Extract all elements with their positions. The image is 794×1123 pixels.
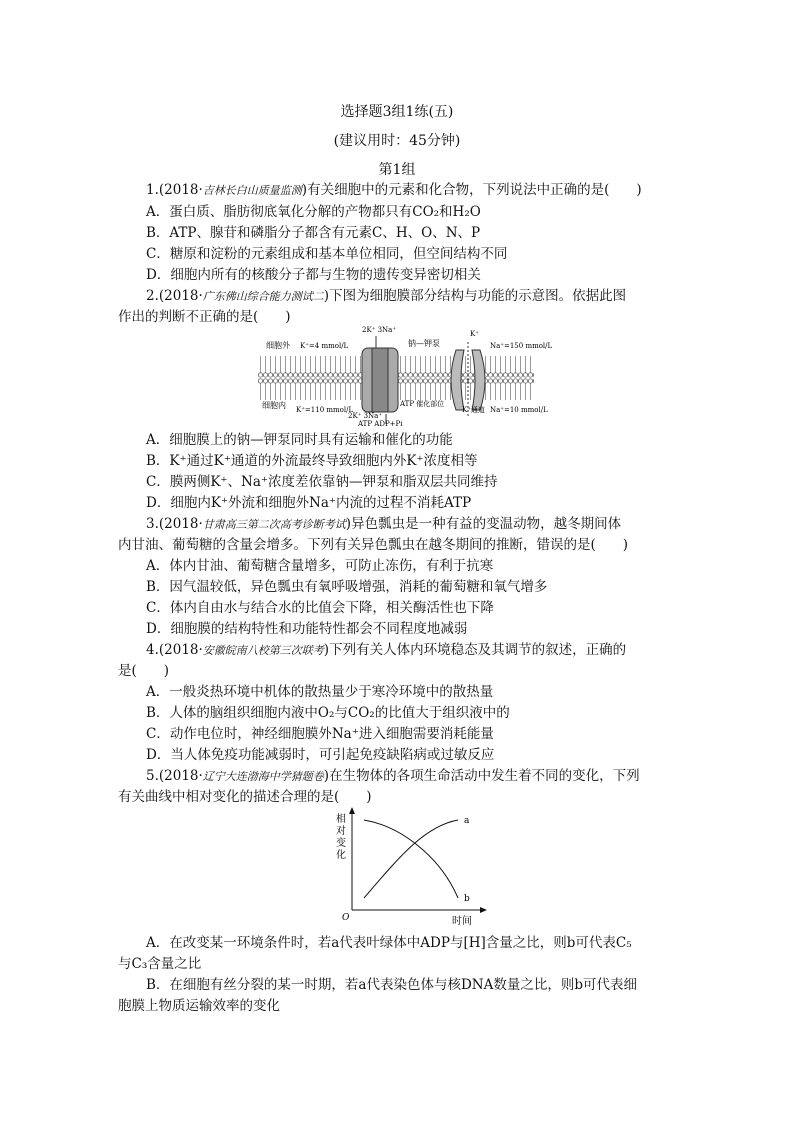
label-atp-site: ATP 催化部位 <box>400 400 445 408</box>
q3-option-d: D．细胞膜的结构特性和功能特性都会不同程度地减弱 <box>146 621 468 637</box>
q2-stem-text: )下图为细胞膜部分结构与功能的示意图。依据此图 <box>323 288 627 304</box>
q5-source: 辽宁大连渤海中学猜题卷 <box>202 770 324 783</box>
q1-option-c: C．糖原和淀粉的元素组成和基本单位相同，但空间结构不同 <box>146 246 508 262</box>
q2-stem-prefix: 2.(2018· <box>146 288 203 304</box>
q1-option-b: B．ATP、腺苷和磷脂分子都含有元素C、H、O、N、P <box>146 225 481 241</box>
q3-option-c: C．体内自由水与结合水的比值会下降，相关酶活性也下降 <box>146 600 494 616</box>
q3-stem-prefix: 3.(2018· <box>146 516 203 532</box>
q2-stem <box>146 287 626 306</box>
q4-source: 安徽皖南八校第三次联考 <box>202 644 324 657</box>
label-pump: 钠—钾泵 <box>408 339 440 348</box>
label-k-channel: K⁺通道 <box>462 406 485 414</box>
q5-stem-prefix: 5.(2018· <box>146 768 203 784</box>
q3-stem-text: )异色瓢虫是一种有益的变温动物，越冬期间体 <box>345 516 622 532</box>
y-label-3: 变 <box>336 838 346 849</box>
curve-b-label: b <box>464 894 470 904</box>
q1-source: 吉林长白山质量监测 <box>202 184 302 197</box>
q1-stem <box>146 181 642 200</box>
label-pump-bottom: 2K⁺ 3Na⁺ <box>348 412 383 420</box>
q4-stem-line2: 是( ) <box>118 663 170 679</box>
label-pump-top: 2K⁺ 3Na⁺ <box>362 326 397 334</box>
q4-option-c: C．动作电位时，神经细胞膜外Na⁺进入细胞需要消耗能量 <box>146 726 494 742</box>
q5-option-b: B．在细胞有丝分裂的某一时期，若a代表染色体与核DNA数量之比，则b可代表细 <box>146 977 637 993</box>
curve-a <box>364 820 458 898</box>
y-label-2: 对 <box>336 826 346 837</box>
q4-stem-text: )下列有关人体内环境稳态及其调节的叙述，正确的 <box>323 642 627 658</box>
q3-stem <box>146 515 621 534</box>
label-na-out: Na⁺=150 mmol/L <box>490 342 553 350</box>
q3-option-a: A．体内甘油、葡萄糖含量增多，可防止冻伤，有利于抗寒 <box>146 558 494 574</box>
page-title: 选择题3组1练(五) <box>340 104 454 120</box>
q2-option-b: B．K⁺通过K⁺通道的外流最终导致细胞内外K⁺浓度相等 <box>146 453 478 469</box>
membrane-diagram <box>258 322 553 428</box>
x-axis-arrow <box>480 907 487 913</box>
origin-label: O <box>342 913 350 923</box>
q5-option-a: A．在改变某一环境条件时，若a代表叶绿体中ADP与[H]含量之比，则b可代表C₅ <box>146 935 632 951</box>
label-k-out: K⁺=4 mmol/L <box>300 342 349 350</box>
q5-stem-text: )在生物体的各项生命活动中发生着不同的变化，下列 <box>323 768 640 784</box>
q5-option-a-cont: 与C₃含量之比 <box>118 956 202 972</box>
q3-stem-line2: 内甘油、葡萄糖的含量会增多。下列有关异色瓢虫在越冬期间的推断，错误的是( ) <box>118 537 629 553</box>
label-inside: 细胞内 <box>262 401 286 410</box>
time-suggestion: (建议用时：45分钟) <box>333 133 461 149</box>
label-outside: 细胞外 <box>266 341 290 350</box>
q2-option-d: D．细胞内K⁺外流和细胞外Na⁺内流的过程不消耗ATP <box>146 495 472 511</box>
q5-stem-line2: 有关曲线中相对变化的描述合理的是( ) <box>118 789 372 805</box>
label-atp: ATP ADP+Pi <box>358 420 403 428</box>
q2-source: 广东佛山综合能力测试二 <box>202 290 324 303</box>
label-channel-k: K⁺ <box>470 330 479 338</box>
y-axis-arrow <box>349 807 355 814</box>
q5-stem <box>146 767 640 786</box>
q4-stem <box>146 641 626 660</box>
q2-option-a: A．细胞膜上的钠—钾泵同时具有运输和催化的功能 <box>146 432 453 448</box>
q5-option-b-cont: 胞膜上物质运输效率的变化 <box>118 998 280 1014</box>
curve-b <box>364 820 458 898</box>
y-label-4: 化 <box>336 850 346 861</box>
q4-option-a: A．一般炎热环境中机体的散热量少于寒冷环境中的散热量 <box>146 684 494 700</box>
group-heading: 第1组 <box>378 162 416 178</box>
curve-graph <box>330 806 490 928</box>
q4-stem-prefix: 4.(2018· <box>146 642 203 658</box>
label-k-in: K⁺=110 mmol/L <box>296 406 354 414</box>
q2-stem-line2: 作出的判断不正确的是( ) <box>118 309 291 325</box>
q1-option-a: A．蛋白质、脂肪彻底氧化分解的产物都只有CO₂和H₂O <box>146 204 481 220</box>
q1-stem-text: )有关细胞中的元素和化合物，下列说法中正确的是( ) <box>301 182 642 198</box>
curve-a-label: a <box>464 816 470 826</box>
x-label: 时间 <box>452 916 472 927</box>
y-label-1: 相 <box>336 814 346 825</box>
q2-option-c: C．膜两侧K⁺、Na⁺浓度差依靠钠—钾泵和脂双层共同维持 <box>146 474 498 490</box>
q3-option-b: B．因气温较低，异色瓢虫有氧呼吸增强，消耗的葡萄糖和氧气增多 <box>146 579 548 595</box>
pump-core-shape <box>372 348 388 412</box>
label-na-in: Na⁺=10 mmol/L <box>490 406 548 414</box>
q4-option-d: D．当人体免疫功能减弱时，可引起免疫缺陷病或过敏反应 <box>146 747 495 763</box>
q1-option-d: D．细胞内所有的核酸分子都与生物的遗传变异密切相关 <box>146 267 481 283</box>
q1-stem-prefix: 1.(2018· <box>146 182 203 198</box>
q3-source: 甘肃高三第二次高考诊断考试 <box>202 518 346 531</box>
q4-option-b: B．人体的脑组织细胞内液中O₂与CO₂的比值大于组织液中的 <box>146 705 510 721</box>
